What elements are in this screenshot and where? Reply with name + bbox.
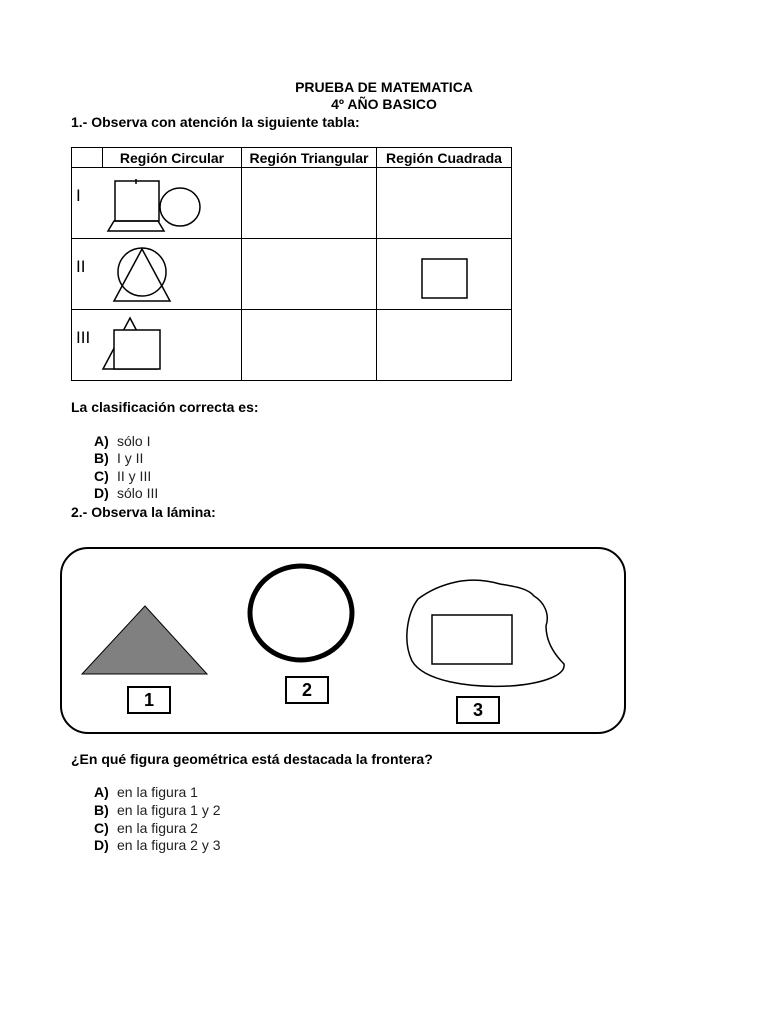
row-label: I bbox=[76, 186, 81, 205]
triangle-shape bbox=[114, 249, 170, 301]
regions-table bbox=[71, 147, 512, 381]
option-text: II y III bbox=[117, 468, 152, 484]
figure-2-label: 2 bbox=[285, 676, 329, 704]
row-1-circular-cell bbox=[72, 168, 242, 239]
page-subtitle: 4º AÑO BASICO bbox=[331, 96, 437, 112]
figure-3-label: 3 bbox=[456, 696, 500, 724]
table-header-circular: Región Circular bbox=[103, 148, 242, 168]
row-1-triangular-cell bbox=[242, 168, 377, 239]
q1-option-a[interactable] bbox=[94, 433, 150, 449]
row-label: III bbox=[76, 328, 91, 347]
row-label: II bbox=[76, 257, 86, 276]
page-title: PRUEBA DE MATEMATICA bbox=[295, 79, 473, 95]
table-row bbox=[72, 310, 512, 381]
option-text: en la figura 2 y 3 bbox=[117, 837, 221, 853]
row-3-triangular-cell bbox=[242, 310, 377, 381]
row-3-circular-cell bbox=[72, 310, 242, 381]
option-text: I y II bbox=[117, 450, 144, 466]
option-letter: D) bbox=[94, 837, 109, 853]
table-header-empty bbox=[72, 148, 103, 168]
table-header-row bbox=[72, 148, 512, 168]
question-2-prompt: 2.- Observa la lámina: bbox=[71, 504, 216, 520]
q1-option-c[interactable] bbox=[94, 468, 151, 484]
row-2-shapes bbox=[72, 239, 242, 309]
q2-option-b[interactable] bbox=[94, 802, 221, 818]
option-text: en la figura 2 bbox=[117, 820, 198, 836]
q2-option-d[interactable] bbox=[94, 837, 221, 853]
table-header-square: Región Cuadrada bbox=[377, 148, 512, 168]
table-row bbox=[72, 239, 512, 310]
option-text: en la figura 1 bbox=[117, 784, 198, 800]
square-shape bbox=[114, 330, 160, 369]
row-2-triangular-cell bbox=[242, 239, 377, 310]
figure-1-label: 1 bbox=[127, 686, 171, 714]
option-text: sólo I bbox=[117, 433, 151, 449]
row-3-shapes bbox=[72, 310, 242, 380]
table-row bbox=[72, 168, 512, 239]
question-1-text: La clasificación correcta es: bbox=[71, 399, 259, 415]
option-letter: D) bbox=[94, 485, 109, 501]
option-letter: A) bbox=[94, 433, 109, 449]
option-text: en la figura 1 y 2 bbox=[117, 802, 221, 818]
row-2-square-cell bbox=[377, 239, 512, 310]
option-letter: B) bbox=[94, 450, 109, 466]
option-text: sólo III bbox=[117, 485, 159, 501]
row-1-square-cell bbox=[377, 168, 512, 239]
row-3-square-cell bbox=[377, 310, 512, 381]
question-1-prompt: 1.- Observa con atención la siguiente tabla: bbox=[71, 114, 360, 130]
option-letter: C) bbox=[94, 468, 109, 484]
row-2-circular-cell bbox=[72, 239, 242, 310]
option-letter: A) bbox=[94, 784, 109, 800]
square-shape bbox=[115, 181, 159, 221]
question-2-text: ¿En qué figura geométrica está destacada la frontera? bbox=[71, 751, 433, 767]
q1-option-d[interactable] bbox=[94, 485, 158, 501]
q1-option-b[interactable] bbox=[94, 450, 143, 466]
q2-option-a[interactable] bbox=[94, 784, 198, 800]
circle-shape bbox=[118, 248, 166, 296]
q2-option-c[interactable] bbox=[94, 820, 198, 836]
row-1-shapes bbox=[72, 168, 242, 238]
table-header-triangular: Región Triangular bbox=[242, 148, 377, 168]
row-2-square-shape bbox=[377, 239, 511, 309]
trapezoid-shape bbox=[108, 221, 164, 231]
circle-shape bbox=[160, 188, 200, 226]
option-letter: B) bbox=[94, 802, 109, 818]
square-shape bbox=[422, 259, 467, 298]
option-letter: C) bbox=[94, 820, 109, 836]
